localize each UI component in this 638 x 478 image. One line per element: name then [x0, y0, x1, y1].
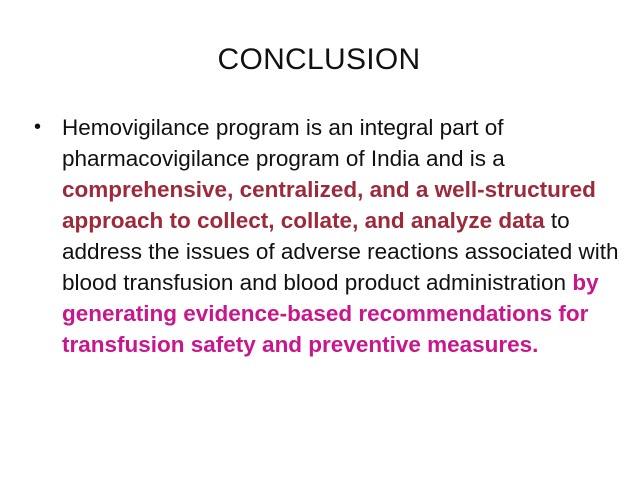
slide-body	[34, 112, 619, 360]
bullet-item	[34, 112, 619, 360]
slide-title: CONCLUSION	[217, 43, 421, 76]
bullet-icon: •	[34, 116, 42, 138]
bullet-text-part-2: to address the issues of adverse reactions associated with blood transfusion and blood product administration	[62, 208, 619, 295]
bullet-text-part-1: Hemovigilance program is an integral part of pharmacovigilance program of India and is a	[62, 115, 505, 171]
bullet-highlight-approach: comprehensive, centralized, and a well-structured approach to collect, collate, and analyze data	[62, 177, 596, 233]
bullet-highlight-recommendations: by generating evidence-based recommendations for transfusion safety and preventive measures.	[62, 270, 599, 357]
bullet-text	[62, 112, 619, 360]
